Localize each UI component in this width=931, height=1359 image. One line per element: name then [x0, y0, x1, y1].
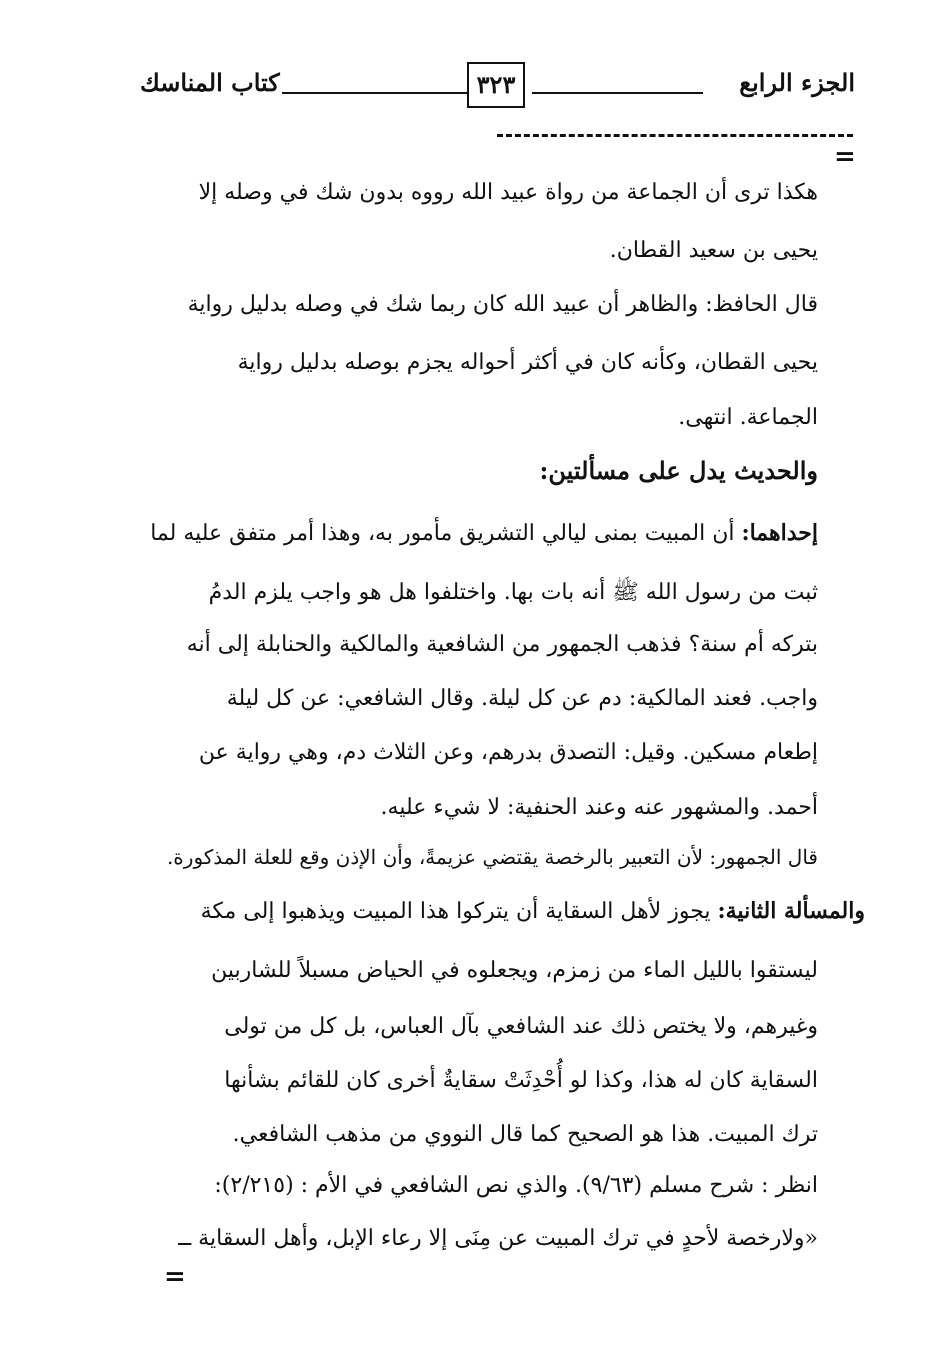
- first-issue-text: أن المبيت بمنى ليالي التشريق مأمور به، وهذا أمر متفق عليه لما: [150, 521, 742, 546]
- header-rule-left: [282, 92, 467, 94]
- section-heading: والحديث يدل على مسألتين:: [539, 456, 818, 485]
- part-title: الجزء الرابع: [739, 68, 855, 97]
- page-number: ٣٢٣: [467, 62, 525, 108]
- first-issue-label: إحداهما:: [741, 520, 818, 546]
- text-line: واجب. فعند المالكية: دم عن كل ليلة. وقال الشافعي: عن كل ليلة: [226, 686, 818, 711]
- continuation-mark-bottom: =: [164, 1262, 186, 1292]
- running-header: [140, 62, 855, 122]
- text-line: ثبت من رسول الله ﷺ أنه بات بها. واختلفوا هل هو واجب يلزم الدمُ: [208, 580, 818, 605]
- second-issue-line: [150, 898, 865, 924]
- text-line: إطعام مسكين. وقيل: التصدق بدرهم، وعن الثلاث دم، وهي رواية عن: [198, 740, 818, 765]
- text-line: يحيى القطان، وكأنه كان في أكثر أحواله يجزم بوصله بدليل رواية: [237, 350, 818, 375]
- header-rule-right: [532, 92, 703, 94]
- text-line: الجماعة. انتهى.: [678, 405, 818, 430]
- text-line: السقاية كان له هذا، وكذا لو أُحْدِثَتْ سقايةٌ أخرى كان للقائم بشأنها: [224, 1068, 818, 1093]
- text-line: قال الحافظ: والظاهر أن عبيد الله كان ربما شك في وصله بدليل رواية: [187, 292, 818, 317]
- text-line: ترك المبيت. هذا هو الصحيح كما قال النووي من مذهب الشافعي.: [232, 1122, 818, 1147]
- first-issue-line: [150, 520, 818, 546]
- text-line: قال الجمهور: لأن التعبير بالرخصة يقتضي عزيمةً، وأن الإذن وقع للعلة المذكورة.: [166, 845, 818, 869]
- continuation-mark-top: =: [834, 142, 856, 172]
- text-line: وغيرهم، ولا يختص ذلك عند الشافعي بآل العباس، بل كل من تولى: [224, 1014, 818, 1039]
- text-line: هكذا ترى أن الجماعة من رواة عبيد الله رووه بدون شك في وصله إلا: [198, 180, 818, 205]
- second-issue-label: والمسألة الثانية:: [717, 898, 865, 924]
- text-line: ليستقوا بالليل الماء من زمزم، ويجعلوه في الحياض مسبلاً للشاربين: [211, 958, 818, 983]
- text-line: بتركه أم سنة؟ فذهب الجمهور من الشافعية والمالكية والحنابلة إلى أنه: [186, 632, 818, 657]
- book-title: كتاب المناسك: [140, 68, 280, 97]
- text-line: «ولارخصة لأحدٍ في ترك المبيت عن مِنَى إلا رعاء الإبل، وأهل السقاية ــ: [178, 1226, 818, 1251]
- second-issue-text: يجوز لأهل السقاية أن يتركوا هذا المبيت ويذهبوا إلى مكة: [200, 899, 718, 924]
- text-line: أحمد. والمشهور عنه وعند الحنفية: لا شيء عليه.: [380, 795, 818, 820]
- text-line: انظر : شرح مسلم (٩/٦٣). والذي نص الشافعي في الأم : (٢/٢١٥):: [214, 1173, 818, 1198]
- text-line: يحيى بن سعيد القطان.: [609, 238, 818, 263]
- dashed-separator: [497, 134, 853, 137]
